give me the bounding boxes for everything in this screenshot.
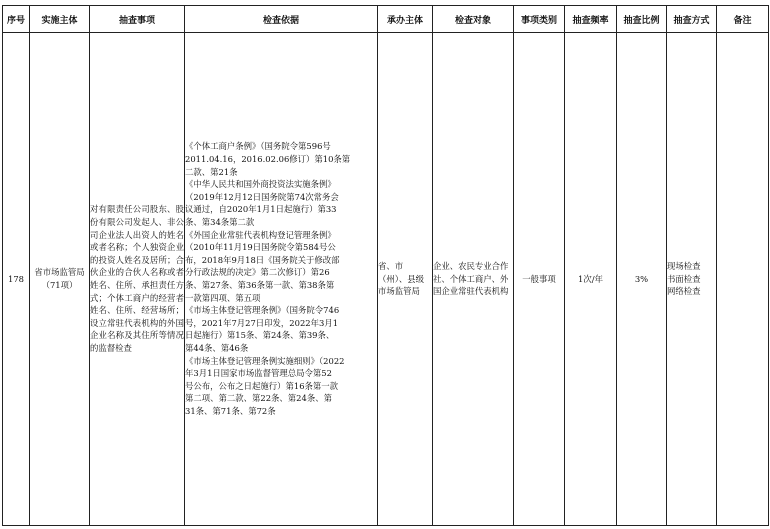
row-frequency: 1次/年 bbox=[565, 33, 617, 526]
basis-line: 第44条、第46条 bbox=[185, 342, 249, 353]
basis-line: 年3月1日国家市场监督管理总局令第52 bbox=[185, 368, 332, 379]
header-item: 抽查事项 bbox=[90, 6, 185, 33]
basis-line: 《中华人民共和国外商投资法实施条例》 bbox=[185, 179, 336, 190]
basis-line: 日起施行）第15条、第24条、第39条、 bbox=[185, 330, 335, 341]
basis-line: 二款、第21条 bbox=[185, 166, 238, 177]
basis-line: 条、第27条、第36条第一款、第38条第 bbox=[185, 280, 335, 290]
basis-line: 号公布，公布之日起施行）第16条第一款 bbox=[185, 380, 339, 391]
row-item: 对有限责任公司股东、股份有限公司发起人、非公司企业法人出资人的姓名或者名称；个人独资企业的投资人姓名及居所；合伙企业的合伙人名称或者姓名、住所、承担责任方式；个体工商户的经营者姓名、住所、经营场所；设立常驻代表机构的外国企业名称及其住所等情况的监督检查 bbox=[90, 33, 185, 526]
basis-line: 《个体工商户条例》（国务院令第596号 bbox=[185, 141, 331, 152]
basis-line: （2010年11月19日国务院令第584号公 bbox=[185, 242, 336, 253]
header-row bbox=[3, 6, 769, 33]
header-target: 检查对象 bbox=[433, 6, 514, 33]
header-category: 事项类别 bbox=[514, 6, 565, 33]
method-written: 书面检查 bbox=[667, 273, 701, 284]
row-ratio: 3% bbox=[617, 33, 667, 526]
row-methods bbox=[667, 33, 717, 526]
header-frequency: 抽查频率 bbox=[565, 6, 617, 33]
basis-line: 《外国企业常驻代表机构登记管理条例》 bbox=[185, 229, 336, 240]
basis-line: 第二项、第二款、第22条、第24条、第 bbox=[185, 393, 332, 404]
subject-name: 省市场监管局 bbox=[34, 267, 85, 278]
basis-line: 《市场主体登记管理条例》（国务院令746 bbox=[185, 305, 340, 316]
inspection-table bbox=[2, 5, 769, 526]
header-subject: 实施主体 bbox=[30, 6, 90, 33]
basis-line: 2011.04.16，2016.02.06修订）第10条第 bbox=[185, 154, 351, 165]
subject-count: （71项） bbox=[41, 280, 78, 290]
basis-line: 号，2021年7月27日印发，2022年3月1 bbox=[185, 317, 339, 328]
row-target: 企业、农民专业合作社、个体工商户、外国企业常驻代表机构 bbox=[433, 33, 514, 526]
basis-line: 议通过，自2020年1月1日起施行）第33 bbox=[185, 204, 337, 215]
basis-line: 条、第34条第二款 bbox=[185, 217, 255, 228]
table-row bbox=[3, 33, 769, 526]
header-basis: 检查依据 bbox=[185, 6, 378, 33]
row-basis bbox=[185, 33, 378, 526]
basis-line: 一款第四项、第五项 bbox=[185, 292, 261, 303]
row-index: 178 bbox=[3, 33, 30, 526]
row-remark bbox=[717, 33, 769, 526]
row-org: 省、市（州）、县级市场监管局 bbox=[378, 33, 433, 526]
header-org: 承办主体 bbox=[378, 6, 433, 33]
basis-line: 布，2018年9月18日《国务院关于修改部 bbox=[185, 254, 340, 265]
header-ratio: 抽查比例 bbox=[617, 6, 667, 33]
basis-line: 《市场主体登记管理条例实施细则》（2022 bbox=[185, 355, 345, 366]
header-index: 序号 bbox=[3, 6, 30, 33]
header-remark: 备注 bbox=[717, 6, 769, 33]
header-method: 抽查方式 bbox=[667, 6, 717, 33]
basis-line: 分行政法规的决定》第二次修订）第26 bbox=[185, 267, 330, 278]
basis-line: （2019年12月12日国务院第74次常务会 bbox=[185, 191, 339, 202]
row-subject bbox=[30, 33, 90, 526]
method-onsite: 现场检查 bbox=[667, 261, 701, 272]
row-category: 一般事项 bbox=[514, 33, 565, 526]
basis-line: 31条、第71条、第72条 bbox=[185, 405, 276, 416]
method-online: 网络检查 bbox=[667, 286, 701, 297]
